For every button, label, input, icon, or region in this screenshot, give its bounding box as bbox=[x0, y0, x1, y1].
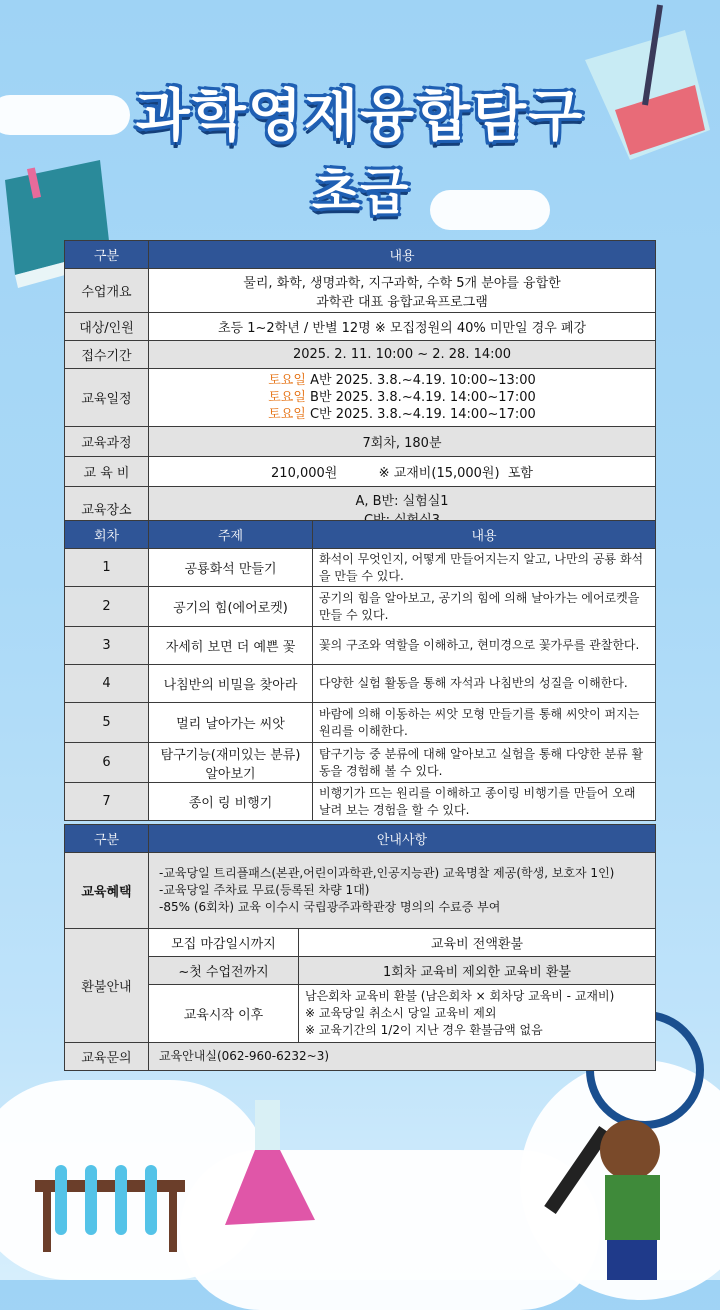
fee-value: 210,000원 ※ 교재비(15,000원) 포함 bbox=[149, 457, 656, 487]
contact-value: 교육안내실(062-960-6232~3) bbox=[149, 1043, 656, 1071]
sessions-table bbox=[64, 520, 656, 821]
refund-label: 환불안내 bbox=[65, 929, 149, 1043]
guide-table bbox=[64, 824, 656, 1071]
flask-icon bbox=[215, 1100, 325, 1235]
test-tube-rack-icon bbox=[35, 1160, 195, 1260]
table-row: 1 공룡화석 만들기 화석이 무엇인지, 어떻게 만들어지는지 알고, 나만의 공룡 화석을 만들 수 있다. bbox=[65, 549, 656, 587]
table-row: 6 탐구기능(재미있는 분류) 알아보기 탐구기능 중 분류에 대해 알아보고 실험을 통해 다양한 분류 활동을 경험해 볼 수 있다. bbox=[65, 743, 656, 783]
header-category: 구분 bbox=[65, 241, 149, 269]
period-label: 접수기간 bbox=[65, 341, 149, 369]
table-row: 3 자세히 보면 더 예쁜 꽃 꽃의 구조와 역할을 이해하고, 현미경으로 꽃가루를 관찰한다. bbox=[65, 627, 656, 665]
schedule-day: 토요일 bbox=[268, 373, 306, 388]
info-table bbox=[64, 240, 656, 531]
schedule-day: 토요일 bbox=[268, 407, 306, 422]
fee-label: 교 육 비 bbox=[65, 457, 149, 487]
course-value: 7회차, 180분 bbox=[149, 427, 656, 457]
refund-when: ~첫 수업전까지 bbox=[149, 957, 299, 985]
course-label: 교육과정 bbox=[65, 427, 149, 457]
refund-when: 교육시작 이후 bbox=[149, 985, 299, 1043]
place-label: 교육장소 bbox=[65, 487, 149, 531]
table-row: 5 멀리 날아가는 씨앗 바람에 의해 이동하는 씨앗 모형 만들기를 통해 씨앗이 퍼지는 원리를 이해한다. bbox=[65, 703, 656, 743]
period-value: 2025. 2. 11. 10:00 ~ 2. 28. 14:00 bbox=[149, 341, 656, 369]
refund-rule: 1회차 교육비 제외한 교육비 환불 bbox=[299, 957, 656, 985]
overview-label: 수업개요 bbox=[65, 269, 149, 313]
refund-rule: 남은회차 교육비 환불 (남은회차 × 회차당 교육비 - 교재비) ※ 교육당일 취소시 당일 교육비 제외 ※ 교육기간의 1/2이 지난 경우 환불금액 없음 bbox=[299, 985, 656, 1043]
place-value: A, B반: 실험실1 bbox=[149, 487, 656, 531]
schedule-value: 토요일 A반 2025. 3.8.~4.19. 10:00~13:00 토요일 B반 2025. 3.8.~4.19. 14:00~17:00 토요일 C반 2025. 3.8.~4.19. 14:00~17:00 bbox=[149, 369, 656, 427]
table-row: 4 나침반의 비밀을 찾아라 다양한 실험 활동을 통해 자석과 나침반의 성질을 이해한다. bbox=[65, 665, 656, 703]
header-category: 구분 bbox=[65, 825, 149, 853]
table-row: 7 종이 링 비행기 비행기가 뜨는 원리를 이해하고 종이링 비행기를 만들어 오래 날려 보는 경험을 할 수 있다. bbox=[65, 783, 656, 821]
target-label: 대상/인원 bbox=[65, 313, 149, 341]
table-row: 2 공기의 힘(에어로켓) 공기의 힘을 알아보고, 공기의 힘에 의해 날아가는 에어로켓을 만들 수 있다. bbox=[65, 587, 656, 627]
schedule-day: 토요일 bbox=[268, 390, 306, 405]
level-title: 초급 bbox=[311, 163, 409, 221]
header-session-content: 내용 bbox=[313, 521, 656, 549]
benefit-label: 교육혜택 bbox=[65, 853, 149, 929]
page-title: 과학영재융합탐구 bbox=[135, 84, 585, 149]
header-topic: 주제 bbox=[149, 521, 313, 549]
refund-when: 모집 마감일시까지 bbox=[149, 929, 299, 957]
contact-label: 교육문의 bbox=[65, 1043, 149, 1071]
target-value: 초등 1~2학년 / 반별 12명 ※ 모집정원의 40% 미만일 경우 폐강 bbox=[149, 313, 656, 341]
header-session-no: 회차 bbox=[65, 521, 149, 549]
schedule-label: 교육일정 bbox=[65, 369, 149, 427]
header-guide: 안내사항 bbox=[149, 825, 656, 853]
header-content: 내용 bbox=[149, 241, 656, 269]
overview-value: 물리, 화학, 생명과학, 지구과학, 수학 5개 분야를 융합한 과학관 대표 융합교육프로그램 bbox=[149, 269, 656, 313]
refund-rule: 교육비 전액환불 bbox=[299, 929, 656, 957]
benefit-list: -교육당일 트리플패스(본관,어린이과학관,인공지능관) 교육명찰 제공(학생, 보호자 1인) -교육당일 주차료 무료(등록된 차량 1대) -85% (6회차) 교육 이수시 국립광주과학관장 명의의 수료증 부여 bbox=[149, 853, 656, 929]
